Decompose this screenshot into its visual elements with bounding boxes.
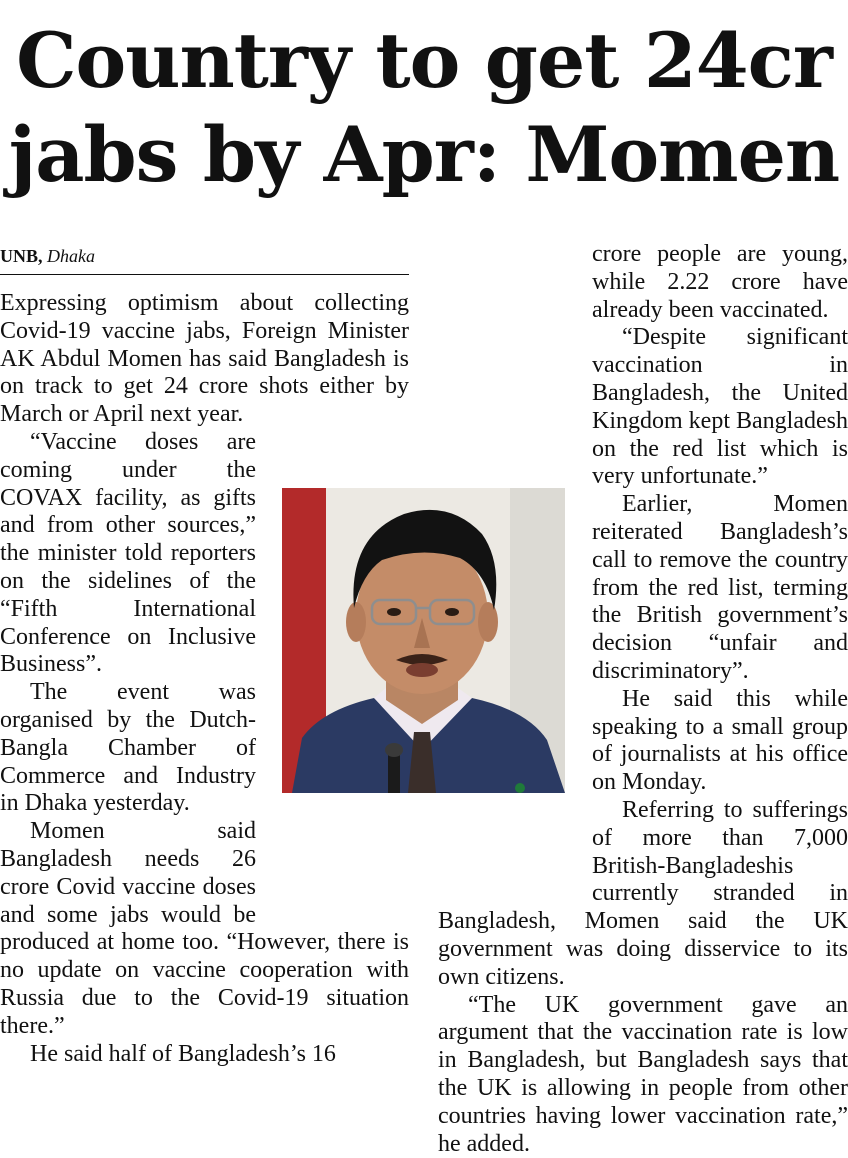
portrait-illustration bbox=[282, 488, 565, 793]
article-paragraph: Momen said Bangladesh needs 26 crore Covid vaccine doses and some jabs would be produced at home too. “However, there is no update on vaccine cooperation with Russia due to the Covid-19 situation there.” bbox=[0, 818, 409, 1039]
article-paragraph: He said this while speaking to a small group of journalists at his office on Monday. bbox=[592, 685, 848, 796]
article-paragraph: “Vaccine doses are coming under the COVAX facility, as gifts and from other sources,” the minister told reporters on the sidelines of the “Fifth International Conference on Inclusive Business”. bbox=[0, 428, 256, 678]
byline-agency: UNB, bbox=[0, 246, 43, 266]
article-paragraph: Referring to sufferings of more than 7,000 British-Bangladeshis currently stranded in Bangladesh, Momen said the UK government was doing disservice to its own citizens. bbox=[438, 796, 848, 990]
article-paragraph: Expressing optimism about collecting Covid-19 vaccine jabs, Foreign Minister AK Abdul Momen has said Bangladesh is on track to get 24 crore shots either by March or April next year. bbox=[0, 290, 409, 428]
article-paragraph: The event was organised by the Dutch-Bangla Chamber of Commerce and Industry in Dhaka yesterday. bbox=[0, 679, 256, 817]
article-paragraph: crore people are young, while 2.22 crore have already been vaccinated. bbox=[592, 241, 848, 323]
byline-rule bbox=[0, 274, 409, 275]
article-paragraph: “Despite significant vaccination in Bangladesh, the United Kingdom kept Bangladesh on the red list which is very unfortunate.” bbox=[592, 324, 848, 490]
article-paragraph: “The UK government gave an argument that the vaccination rate is low in Bangladesh, but Bangladesh says that the UK is allowing in people from other countries having lower vaccination rate,” he added. bbox=[438, 991, 848, 1157]
headline: Country to get 24cr jabs by Apr: Momen bbox=[8, 16, 840, 199]
portrait-photo bbox=[282, 488, 565, 793]
byline-place: Dhaka bbox=[47, 246, 96, 266]
article-paragraph: He said half of Bangladesh’s 16 bbox=[30, 1040, 336, 1067]
article-paragraph: Earlier, Momen reiterated Bangladesh’s call to remove the country from the red list, terming the British government’s decision “unfair and discriminatory”. bbox=[592, 491, 848, 684]
byline bbox=[0, 244, 409, 268]
